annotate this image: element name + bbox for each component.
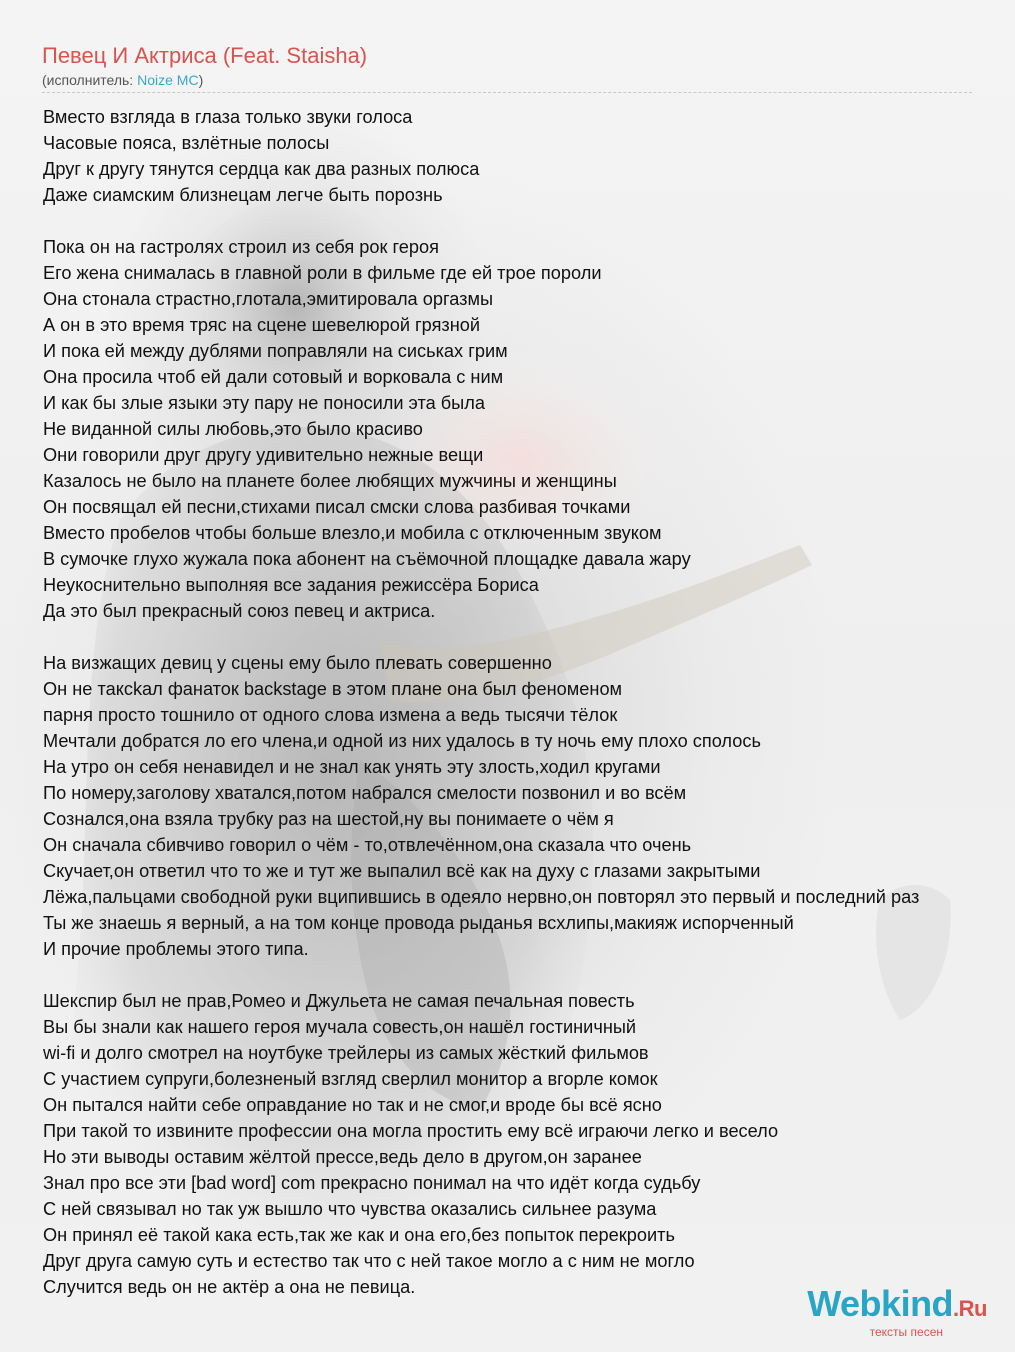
lyric-line: По номеру,заголову хватался,потом набрался смелости позвонил и во всём (43, 783, 687, 803)
lyric-line: Даже сиамским близнецам легче быть порознь (43, 185, 443, 205)
lyric-line: На утро он себя ненавидел и не знал как унять эту злость,ходил кругами (43, 757, 661, 777)
lyric-line: Но эти выводы оставим жёлтой прессе,ведь дело в другом,он заранее (43, 1147, 642, 1167)
lyric-line: Его жена снималась в главной роли в фильме где ей трое пороли (43, 263, 602, 283)
lyric-line: И прочие проблемы этого типа. (43, 939, 309, 959)
song-title: Певец И Актриса (Feat. Staisha) (42, 43, 368, 68)
lyric-line: Случится ведь он не актёр а она не певица. (43, 1277, 416, 1297)
song-header (42, 42, 972, 90)
lyric-line: Ты же знаешь я верный, а на том конце провода рыданья всхлипы,макияж испорченный (43, 913, 794, 933)
header-divider (42, 92, 972, 93)
lyric-line: парня просто тошнило от одного слова измена а ведь тысячи тёлок (43, 705, 618, 725)
artist-suffix: ) (198, 72, 204, 88)
logo-tld: .Ru (953, 1296, 987, 1321)
stanza-break (43, 208, 1015, 234)
lyric-line: Он не таксkал фанаток backstage в этом плане она был феноменом (43, 679, 623, 699)
logo-name: Webkind (807, 1283, 954, 1324)
lyric-line: Неукоснительно выполняя все задания режиссёра Бориса (43, 575, 539, 595)
artist-line (42, 70, 972, 90)
lyric-line: Да это был прекрасный союз певец и актриса. (43, 601, 436, 621)
lyric-line: Вместо взгляда в глаза только звуки голоса (43, 107, 413, 127)
lyrics-text (43, 104, 1015, 1300)
lyric-line: На визжащих девиц у сцены ему было плевать совершенно (43, 653, 552, 673)
lyric-line: Не виданной силы любовь,это было красиво (43, 419, 423, 439)
stanza-break (43, 624, 1015, 650)
artist-link[interactable]: Noize MC (137, 72, 199, 88)
lyric-line: Она стонала страстно,глотала,эмитировала оргазмы (43, 289, 494, 309)
lyric-line: Он сначала сбивчиво говорил о чём - то,отвлечённом,она сказала что очень (43, 835, 692, 855)
logo-wordmark (807, 1284, 987, 1329)
lyric-line: В сумочке глухо жужала пока абонент на съёмочной площадке давала жару (43, 549, 691, 569)
lyric-line: С ней связывал но так уж вышло что чувства оказались сильнее разума (43, 1199, 657, 1219)
lyric-line: Друг к другу тянутся сердца как два разных полюса (43, 159, 480, 179)
logo-subtitle: тексты песен (869, 1325, 943, 1339)
lyric-line: Сознался,она взяла трубку раз на шестой,ну вы понимаете о чём я (43, 809, 614, 829)
lyric-line: wi-fi и долго смотрел на ноутбуке трейлеры из самых жёсткий фильмов (43, 1043, 649, 1063)
lyric-line: Лёжа,пальцами свободной руки вципившись в одеяло нервно,он повторял это первый и последний раз (43, 887, 920, 907)
lyric-line: Скучает,он ответил что то же и тут же выпалил всё как на духу с глазами закрытыми (43, 861, 761, 881)
lyric-line: Казалось не было на планете более любящих мужчины и женщины (43, 471, 617, 491)
lyric-line: Знал про все эти [bad word] com прекрасно понимал на что идёт когда судьбу (43, 1173, 701, 1193)
lyric-line: Шекспир был не прав,Ромео и Джульета не самая печальная повесть (43, 991, 635, 1011)
site-logo[interactable] (807, 1284, 987, 1339)
lyric-line: Она просила чтоб ей дали сотовый и ворковала с ним (43, 367, 504, 387)
lyric-line: Пока он на гастролях строил из себя рок героя (43, 237, 439, 257)
lyric-line: Они говорили друг другу удивительно нежные вещи (43, 445, 484, 465)
lyric-line: Мечтали добратся ло его члена,и одной из них удалось в ту ночь ему плохо сполось (43, 731, 761, 751)
lyric-line: Друг друга самую суть и естество так что с ней такое могло а с ним не могло (43, 1251, 695, 1271)
lyric-line: При такой то извините профессии она могла простить ему всё играючи легко и весело (43, 1121, 779, 1141)
lyric-line: Он посвящал ей песни,стихами писал смски слова разбивая точками (43, 497, 631, 517)
lyric-line: Вы бы знали как нашего героя мучала совесть,он нашёл гостиничный (43, 1017, 637, 1037)
lyric-line: Часовые пояса, взлётные полосы (43, 133, 330, 153)
lyric-line: Он принял её такой кака есть,так же как и она его,без попыток перекроить (43, 1225, 675, 1245)
lyric-line: Он пытался найти себе оправдание но так и не смог,и вроде бы всё ясно (43, 1095, 662, 1115)
lyric-line: С участием супруги,болезненый взгляд сверлил монитор а вгорле комок (43, 1069, 658, 1089)
lyric-line: И пока ей между дублями поправляли на сиськах грим (43, 341, 508, 361)
lyric-line: А он в это время тряс на сцене шевелюрой грязной (43, 315, 481, 335)
lyric-line: И как бы злые языки эту пару не поносили эта была (43, 393, 485, 413)
artist-prefix: (исполнитель: (42, 72, 138, 88)
stanza-break (43, 962, 1015, 988)
lyric-line: Вместо пробелов чтобы больше влезло,и мобила с отключенным звуком (43, 523, 662, 543)
